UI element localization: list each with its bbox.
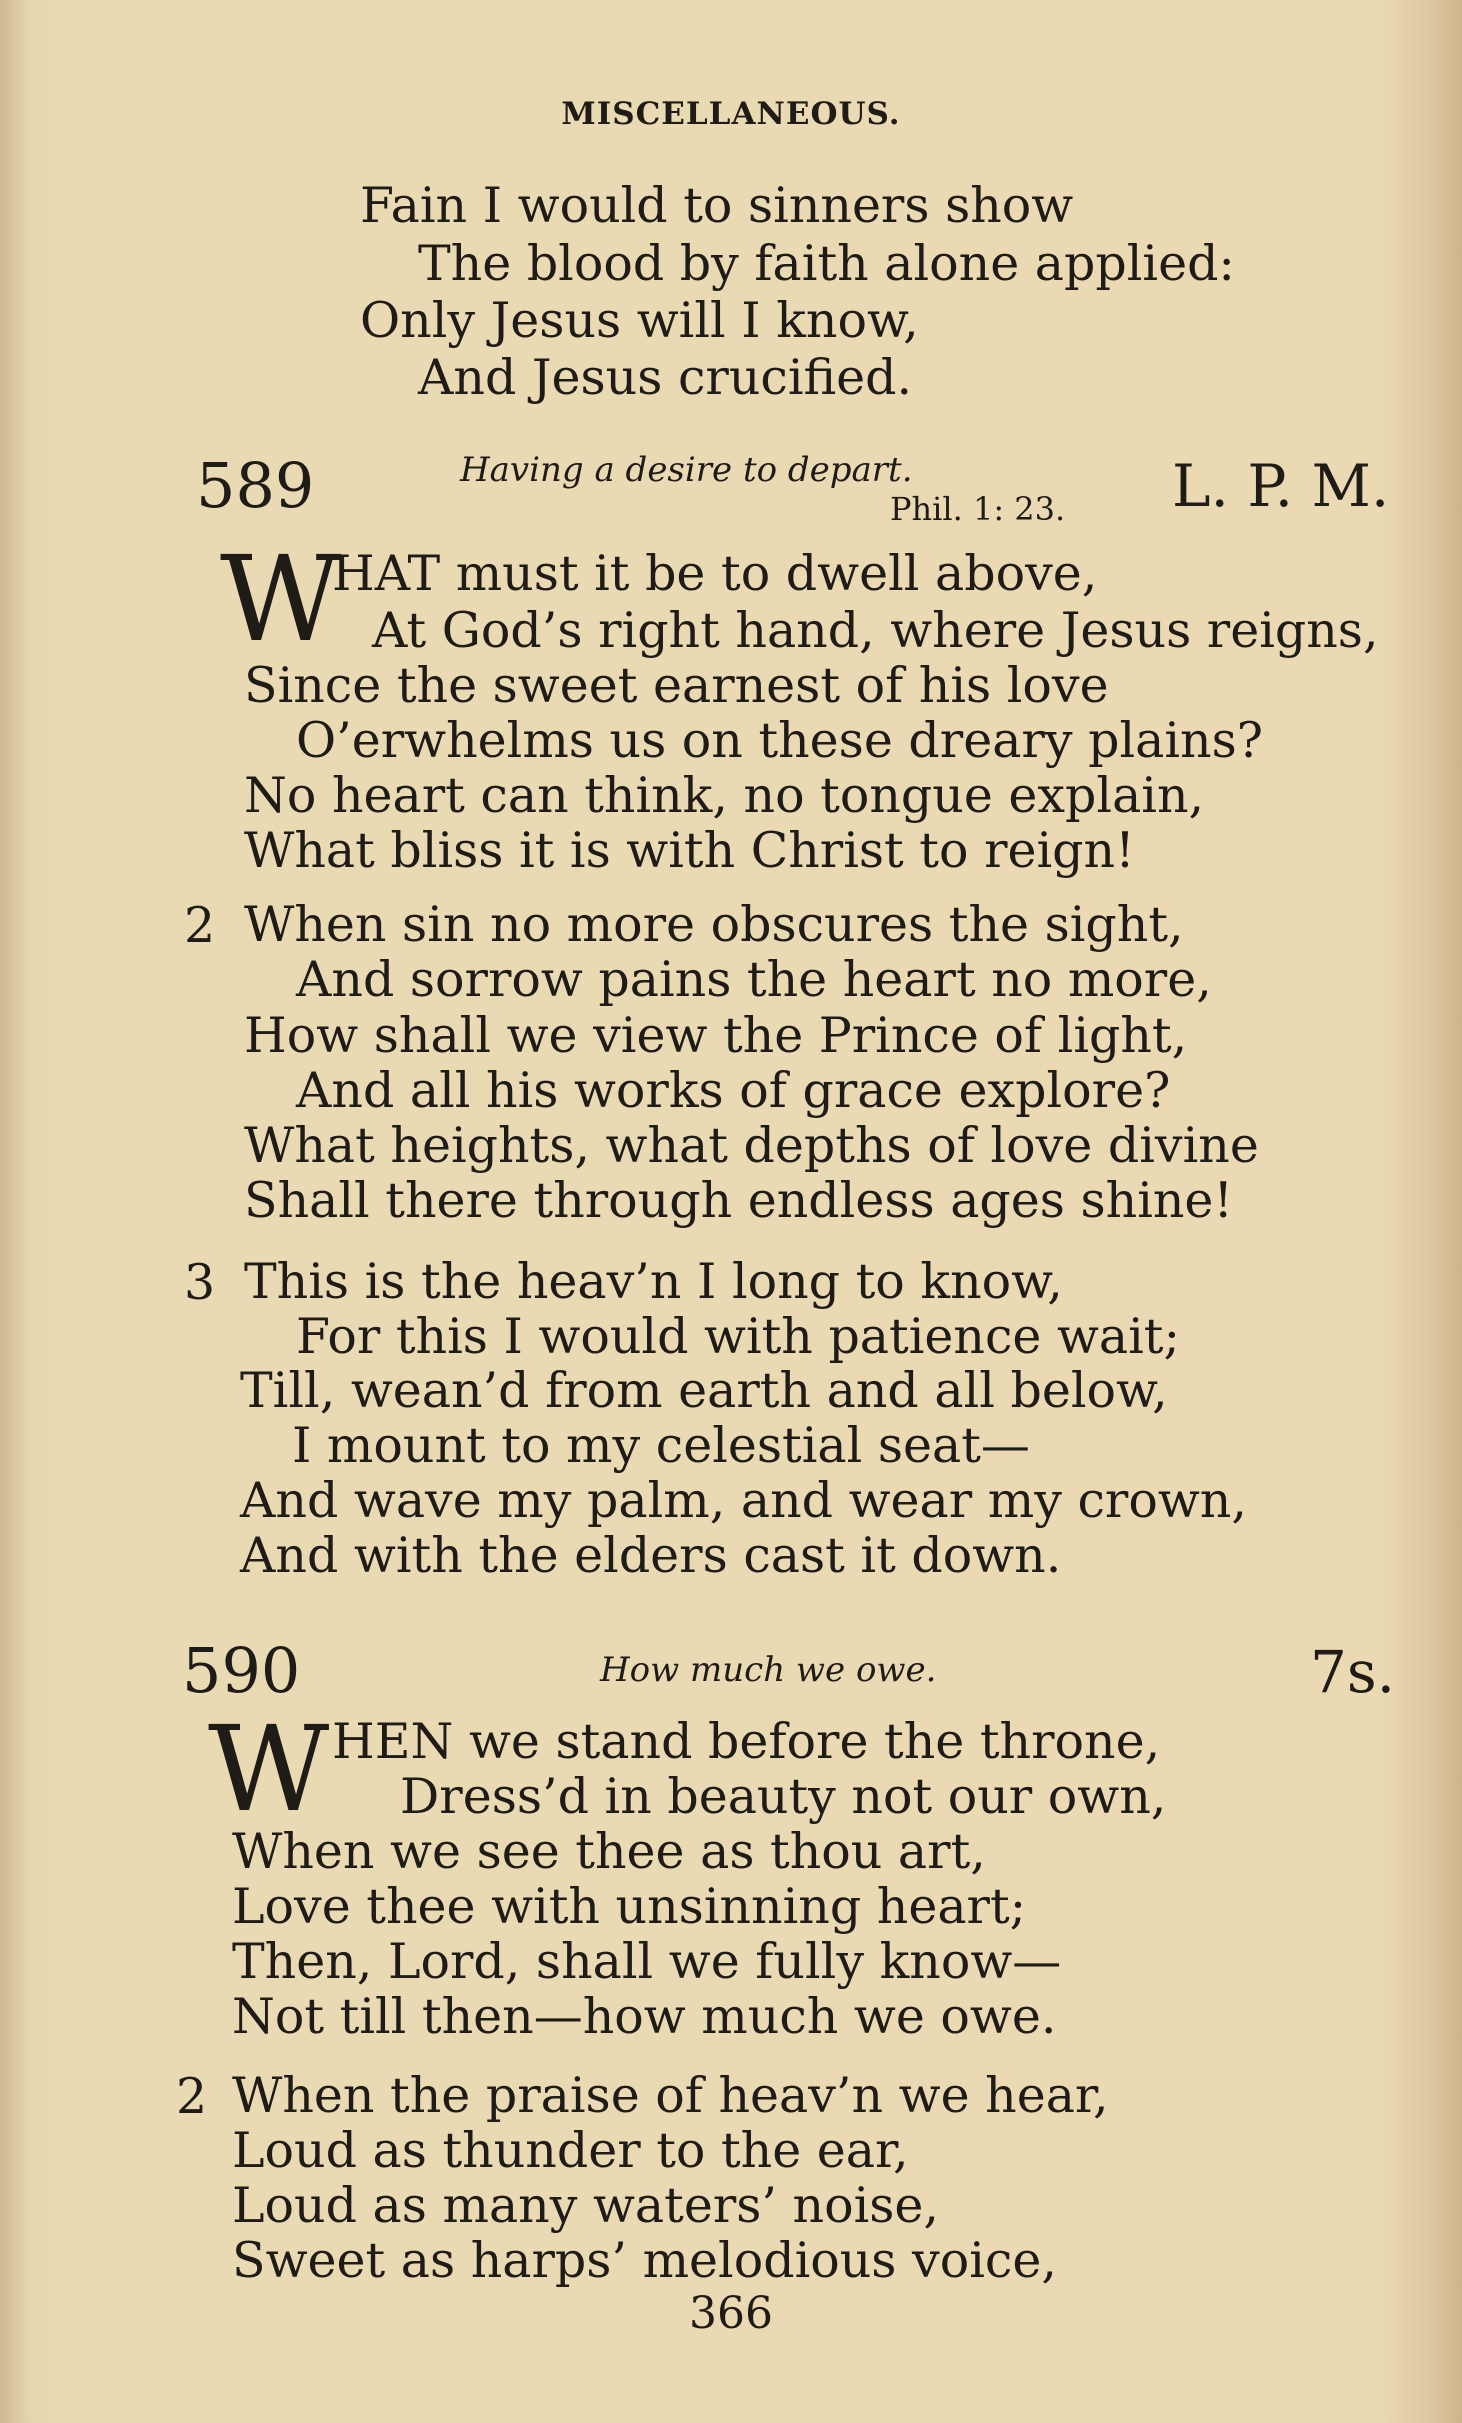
verse-number: 2 — [184, 897, 216, 954]
verse-line: And sorrow pains the heart no more, — [296, 951, 1212, 1008]
verse-line: Since the sweet earnest of his love — [244, 657, 1109, 714]
verse-line: This is the heav’n I long to know, — [244, 1253, 1063, 1310]
verse-line: Not till then—how much we owe. — [232, 1988, 1057, 2045]
hymn-scripture-reference: Phil. 1: 23. — [890, 490, 1066, 528]
verse-line: And all his works of grace explore? — [296, 1062, 1171, 1119]
page-number: 366 — [689, 2288, 773, 2339]
intro-line: Fain I would to sinners show — [360, 177, 1074, 234]
verse-line: Dress’d in beauty not our own, — [400, 1768, 1167, 1825]
verse-line: Loud as many waters’ noise, — [232, 2177, 939, 2234]
verse-line: HEN we stand before the throne, — [332, 1713, 1161, 1770]
verse-line: Loud as thunder to the ear, — [232, 2122, 909, 2179]
verse-line: Love thee with unsinning heart; — [232, 1878, 1027, 1935]
verse-line: Shall there through endless ages shine! — [244, 1172, 1234, 1229]
verse-line: And wave my palm, and wear my crown, — [240, 1472, 1247, 1529]
verse-line: At God’s right hand, where Jesus reigns, — [372, 602, 1379, 659]
verse-number: 3 — [184, 1254, 216, 1311]
verse-line: What bliss it is with Christ to reign! — [244, 822, 1135, 879]
hymn-meter: L. P. M. — [1172, 452, 1390, 520]
verse-line: When sin no more obscures the sight, — [244, 896, 1184, 953]
verse-line: And with the elders cast it down. — [240, 1527, 1062, 1584]
verse-number: 2 — [176, 2068, 208, 2125]
intro-line: The blood by faith alone applied: — [418, 235, 1235, 292]
hymn-meter: 7s. — [1310, 1638, 1396, 1706]
verse-line: What heights, what depths of love divine — [244, 1117, 1259, 1174]
hymn-number: 589 — [196, 449, 315, 522]
verse-line: Till, wean’d from earth and all below, — [240, 1362, 1168, 1419]
verse-line: How shall we view the Prince of light, — [244, 1007, 1188, 1064]
verse-line: O’erwhelms us on these dreary plains? — [296, 712, 1263, 769]
verse-line: For this I would with patience wait; — [296, 1308, 1180, 1365]
verse-line: When the praise of heav’n we hear, — [232, 2067, 1109, 2124]
drop-cap: W — [220, 530, 342, 668]
verse-line: I mount to my celestial seat— — [292, 1417, 1030, 1474]
verse-line: When we see thee as thou art, — [232, 1823, 986, 1880]
intro-line: And Jesus crucified. — [418, 349, 913, 406]
intro-line: Only Jesus will I know, — [360, 292, 919, 349]
verse-line: Sweet as harps’ melodious voice, — [232, 2232, 1057, 2289]
verse-line: No heart can think, no tongue explain, — [244, 767, 1205, 824]
hymn-number: 590 — [182, 1634, 301, 1707]
verse-line: HAT must it be to dwell above, — [332, 545, 1098, 602]
hymn-title: How much we owe. — [600, 1650, 937, 1690]
page-header: MISCELLANEOUS. — [561, 96, 901, 132]
drop-cap: W — [208, 1700, 330, 1838]
hymn-title: Having a desire to depart. — [460, 450, 913, 490]
verse-line: Then, Lord, shall we fully know— — [232, 1933, 1062, 1990]
